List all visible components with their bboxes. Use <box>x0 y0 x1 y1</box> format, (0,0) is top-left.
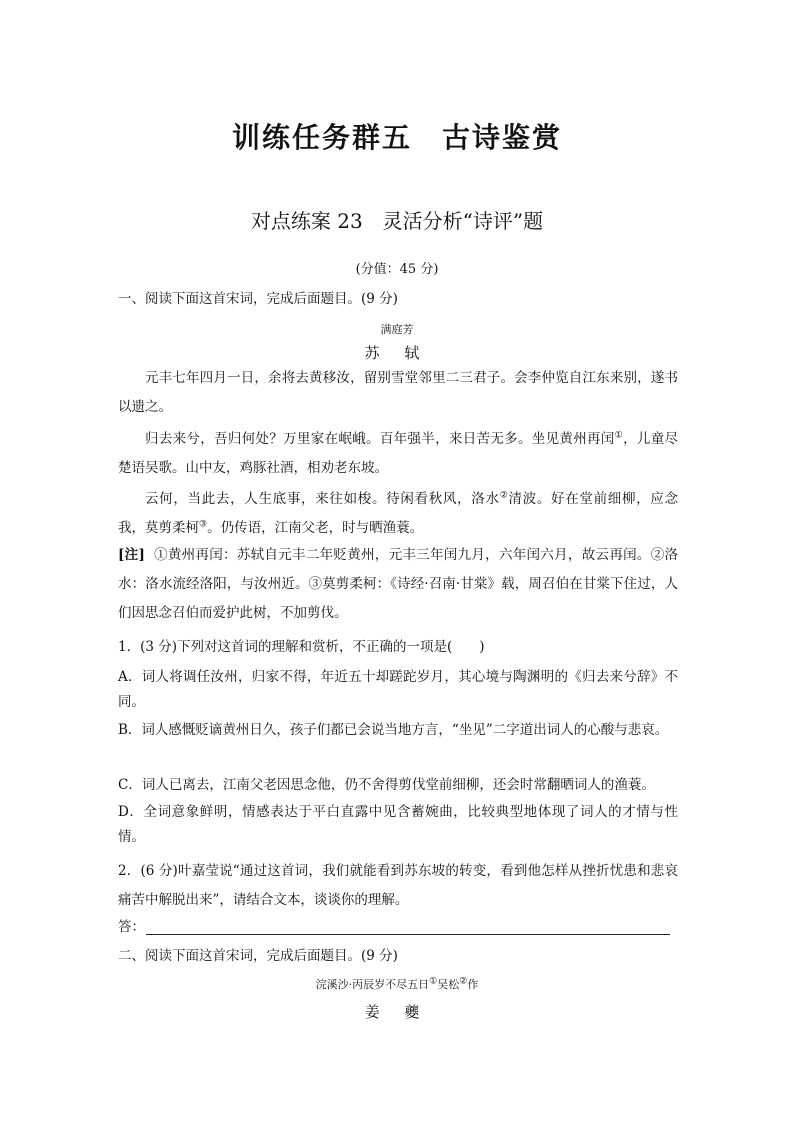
section-2-heading: 二、阅读下面这首宋词，完成后面题目。(9 分) <box>118 948 398 964</box>
poem-stanza-2: 云何，当此去，人生底事，来往如梭。待闲看秋风，洛水②清波。好在堂前细柳，应念我，莫剪柔柯③。仍传语，江南父老，时与晒渔蓑。 <box>118 490 679 536</box>
answer-label: 答： <box>118 919 145 935</box>
exercise-subtitle: 对点练案 23 灵活分析“诗评”题 <box>250 209 544 233</box>
page-title: 训练任务群五 古诗鉴赏 <box>231 121 562 154</box>
question-1-stem: 1．(3 分)下列对这首词的理解和赏析，不正确的一项是( ) <box>118 639 485 655</box>
poem-2-author: 姜 夔 <box>364 1003 430 1021</box>
poem-notes: [注] ①黄州再闰：苏轼自元丰二年贬黄州，元丰三年闰九月，六年闰六月，故云再闰。②洛水：洛水流经洛阳，与汝州近。③莫剪柔柯：《诗经·召南·甘棠》载，周召伯在甘棠下住过，人们因思念召伯而爱护此树，不加剪伐。 <box>118 547 679 621</box>
footnote-mark-4: ① <box>429 976 438 987</box>
question-2-stem: 2．(6 分)叶嘉莹说“通过这首词，我们就能看到苏东坡的转变，看到他怎样从挫折忧患和悲哀痛苦中解脱出来”，请结合文本，谈谈你的理解。 <box>118 863 678 908</box>
answer-line <box>146 934 670 935</box>
question-1-option-d: D．全词意象鲜明，情感表达于平白直露中见含蓄婉曲，比较典型地体现了词人的才情与性情。 <box>118 804 678 845</box>
footnote-mark-5: ② <box>459 976 468 987</box>
footnote-mark-1: ① <box>614 430 624 441</box>
poem-title: 满庭芳 <box>380 323 414 336</box>
footnote-mark-3: ③ <box>199 519 208 530</box>
question-1-option-c: C．词人已离去，江南父老因思念他，仍不舍得剪伐堂前细柳，还会时常翻晒词人的渔蓑。 <box>118 777 655 793</box>
question-1-option-b: B．词人感慨贬谪黄州日久，孩子们都已会说当地方言，“坐见”二字道出词人的心酸与悲哀。 <box>118 722 669 738</box>
footnote-mark-2: ② <box>499 490 509 501</box>
poem-2-title: 浣溪沙·丙辰岁不尽五日①吴松②作 <box>315 976 479 991</box>
poem-preface: 元丰七年四月一日，余将去黄移汝，留别雪堂邻里二三君子。会李仲览自江东来别，遂书以遗之。 <box>118 370 678 415</box>
poem-stanza-1: 归去来兮，吾归何处？万里家在岷峨。百年强半，来日苦无多。坐见黄州再闰①，儿童尽楚语吴歌。山中友，鸡豚社酒，相劝老东坡。 <box>118 430 679 476</box>
question-1-option-a: A．词人将调任汝州，归家不得，年近五十却蹉跎岁月，其心境与陶渊明的《归去来兮辞》不同。 <box>118 669 678 710</box>
note-label: [注] <box>118 547 145 563</box>
score-note: (分值：45 分) <box>355 262 439 277</box>
section-1-heading: 一、阅读下面这首宋词，完成后面题目。(9 分) <box>118 291 398 307</box>
poem-author: 苏 轼 <box>364 344 430 362</box>
